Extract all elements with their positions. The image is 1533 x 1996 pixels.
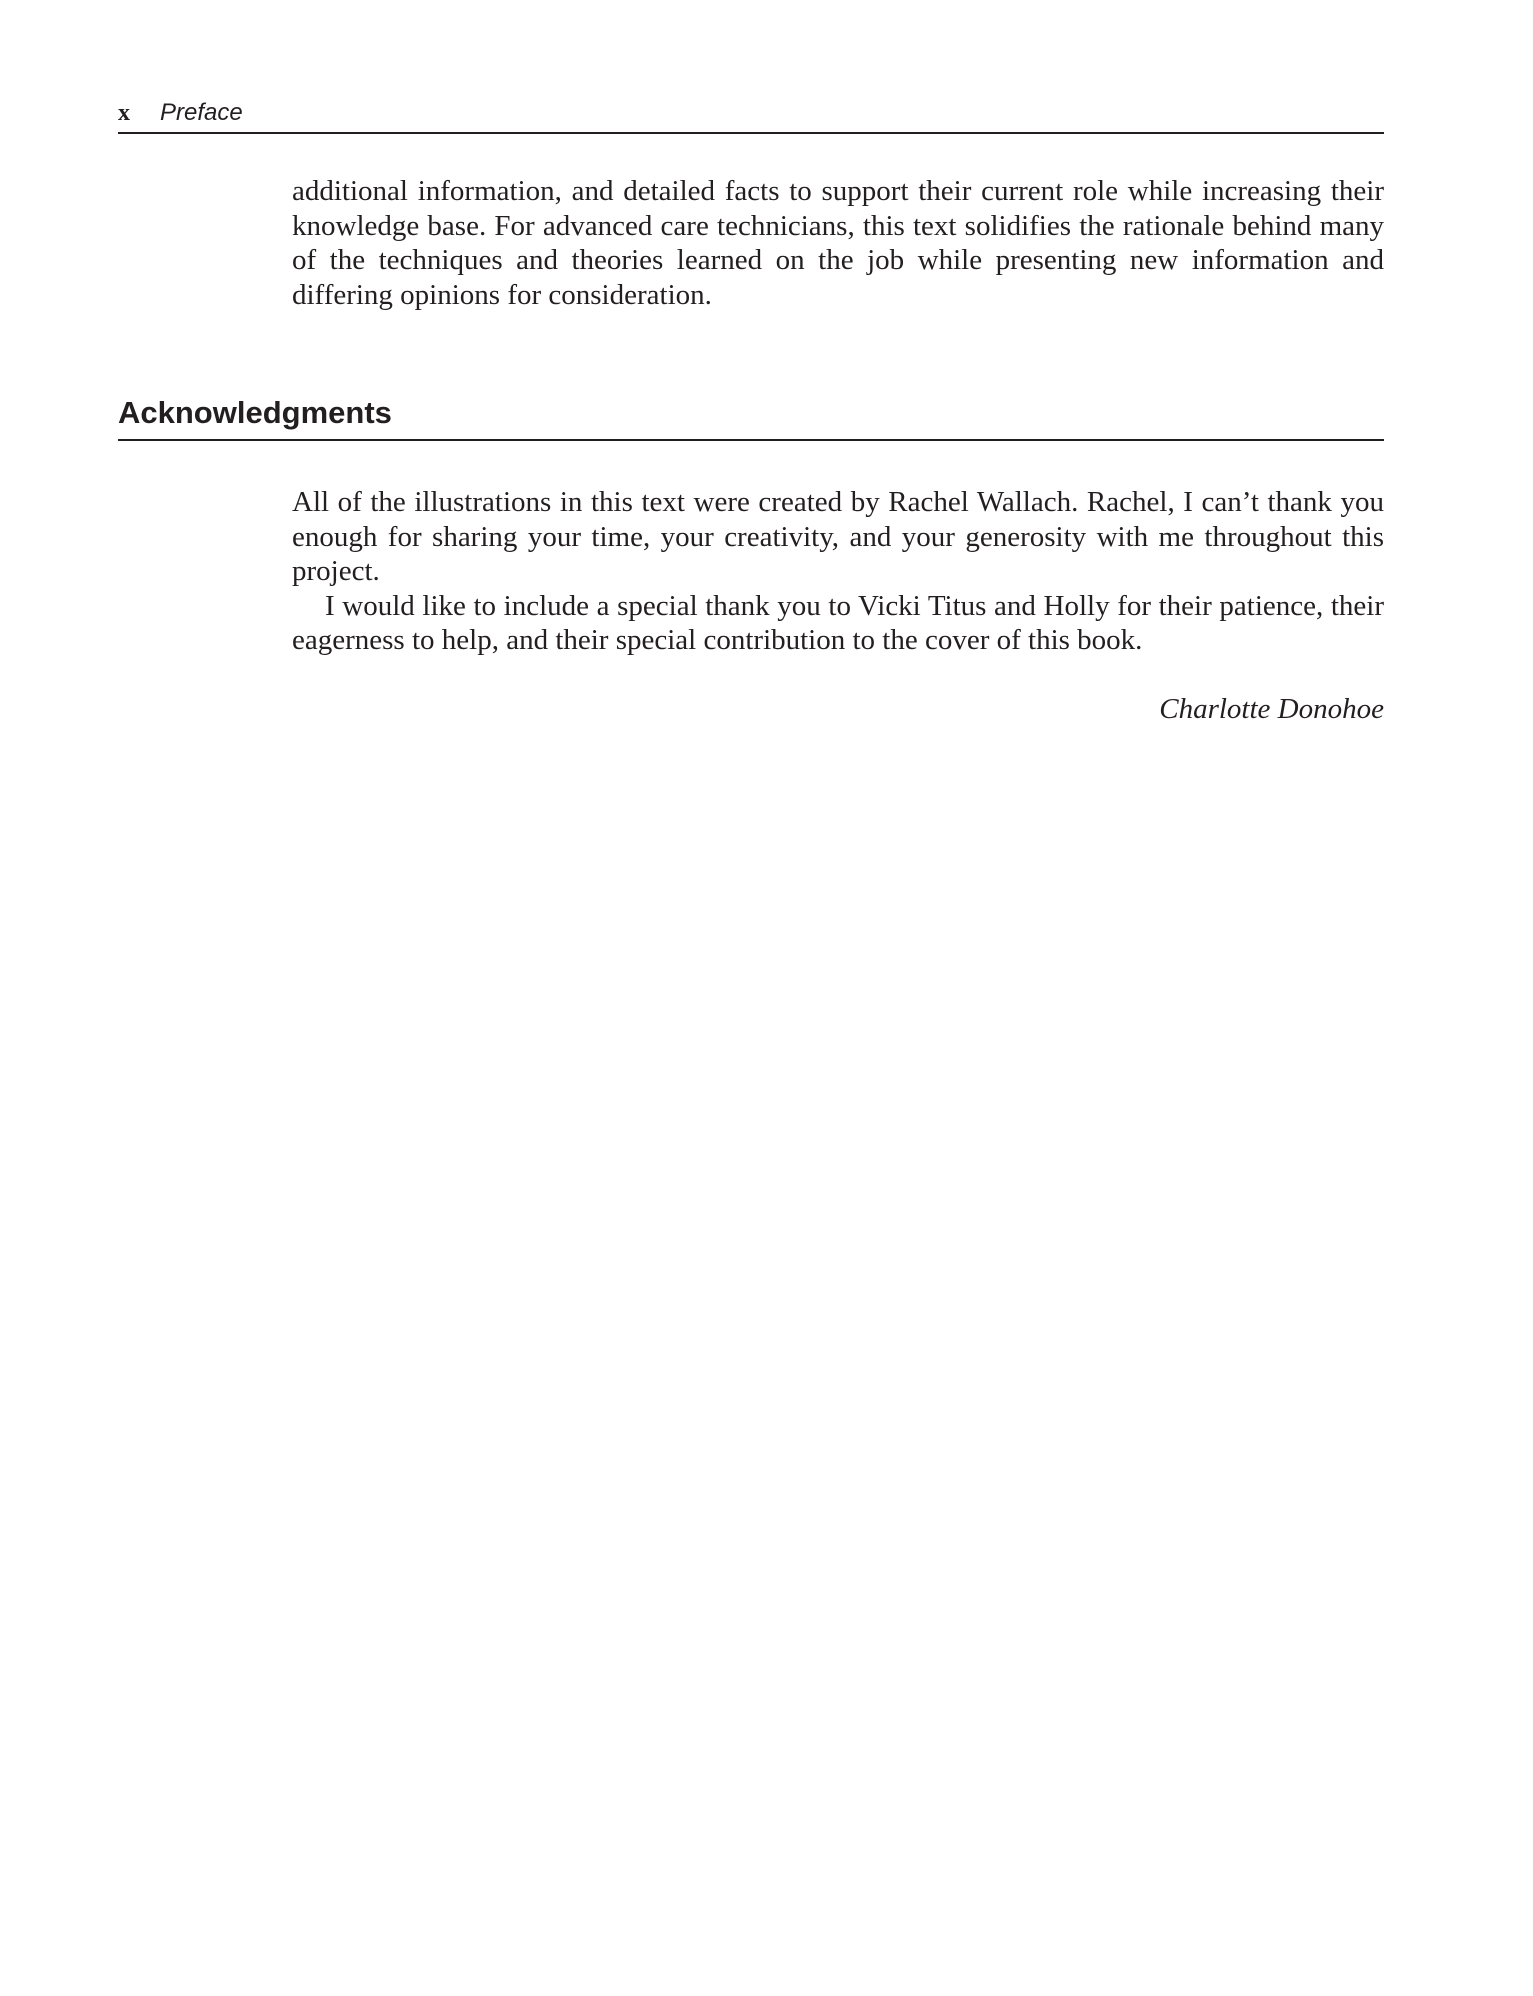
section-heading-acknowledgments: Acknowledgments — [118, 393, 1384, 441]
preface-continuation-paragraph: additional information, and detailed facts to support their current role while increasing their knowledge base. For advanced care technicians, this text solidifies the rationale behind many of the techniques and theories learned on the job while presenting new information and differing opinions for consideration. — [292, 175, 1384, 311]
acknowledgments-paragraph: I would like to include a special thank you to Vicki Titus and Holly for their patience, their eagerness to help, and their special contribution to the cover of this book. — [292, 589, 1384, 656]
running-header — [118, 96, 1384, 134]
acknowledgments-body — [292, 485, 1384, 658]
acknowledgments-paragraph: All of the illustrations in this text were created by Rachel Wallach. Rachel, I can’t thank you enough for sharing your time, your creativity, and your generosity with me throughout this project. — [292, 486, 1384, 587]
page-number: x — [118, 100, 130, 126]
running-title: Preface — [160, 99, 243, 126]
author-signature: Charlotte Donohoe — [1159, 693, 1384, 725]
